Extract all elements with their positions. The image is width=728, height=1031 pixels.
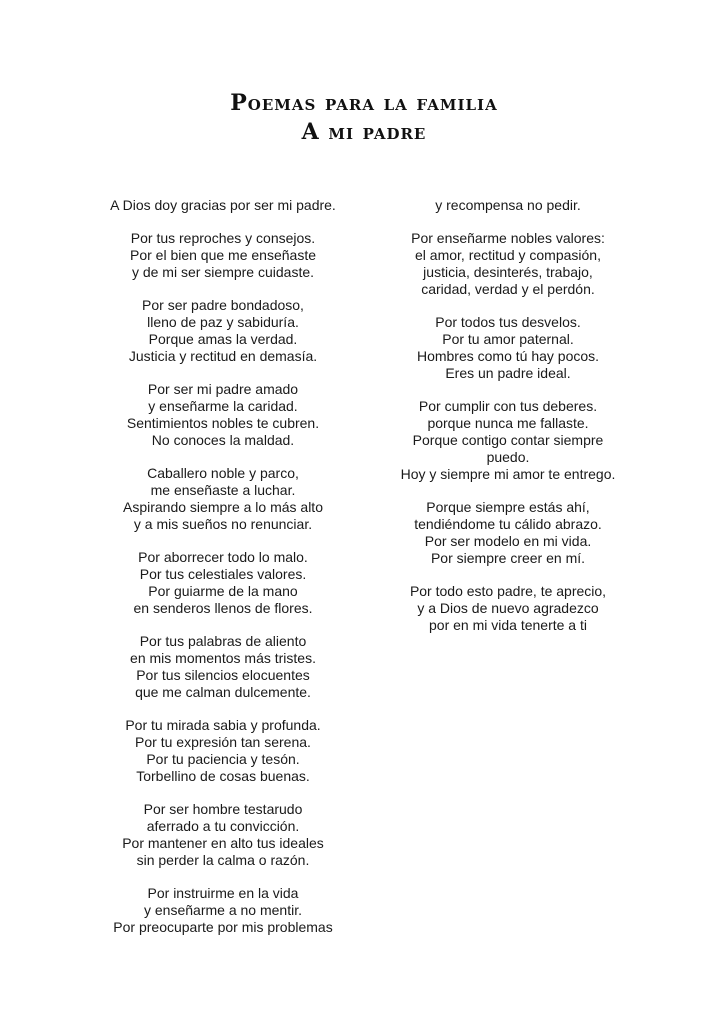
poem-line: A Dios doy gracias por ser mi padre. [110,197,336,213]
poem-line: Caballero noble y parco, [147,465,299,481]
poem-line: y enseñarme la caridad. [148,398,298,414]
poem-stanza [388,499,628,567]
poem-line: Por cumplir con tus deberes. [418,398,598,414]
poem-stanza [98,633,348,701]
poem-line: y recompensa no pedir. [435,197,581,213]
poem-line: Por tu paciencia y tesón. [146,751,300,767]
poem-stanza [98,717,348,785]
poem-line: Porque contigo contar siempre [412,432,604,448]
poem-line: Por el bien que me enseñaste [129,247,316,263]
poem-line: Por ser mi padre amado [147,381,299,397]
poem-stanza [98,297,348,365]
poem-stanza [98,801,348,869]
poem-column-left [98,197,348,952]
poem-line: y enseñarme a no mentir. [144,902,302,918]
poem-stanza [98,230,348,281]
poem-line: caridad, verdad y el perdón. [421,281,595,297]
poem-line: Hombres como tú hay pocos. [416,348,600,364]
poem-line: Porque siempre estás ahí, [426,499,590,515]
poem-line: y a mis sueños no renunciar. [133,516,313,532]
poem-stanza [98,197,348,214]
poem-line: Torbellino de cosas buenas. [136,768,310,784]
poem-stanza [98,549,348,617]
poem-line: Por ser padre bondadoso, [142,297,304,313]
poem-line: Por preocuparte por mis problemas [113,919,333,935]
poem-stanza [388,314,628,382]
poem-line: por en mi vida tenerte a ti [429,617,587,633]
poem-line: Sentimientos nobles te cubren. [126,415,320,431]
poem-line: Por siempre creer en mí. [430,550,586,566]
poem-line: No conoces la maldad. [151,432,295,448]
poem-line: Por guiarme de la mano [148,583,298,599]
poem-line: y de mi ser siempre cuidaste. [131,264,315,280]
poem-stanza [98,465,348,533]
poem-line: Eres un padre ideal. [445,365,571,381]
page-subtitle: A mi padre [301,119,427,145]
poem-line: que me calman dulcemente. [135,684,311,700]
poem-stanza [98,381,348,449]
poem-line: y a Dios de nuevo agradezco [417,600,599,616]
poem-line: en mis momentos más tristes. [130,650,316,666]
poem-stanza [388,230,628,298]
poem-line: en senderos llenos de flores. [133,600,313,616]
poem-line: Aspirando siempre a lo más alto [123,499,323,515]
poem-line: Por enseñarme nobles valores: [411,230,605,246]
poem-line: Porque amas la verdad. [148,331,298,347]
poem-line: Por tu amor paternal. [442,331,574,347]
poem-line: el amor, rectitud y compasión, [415,247,601,263]
poem-line: Por aborrecer todo lo malo. [138,549,308,565]
poem-line: Justicia y rectitud en demasía. [128,348,318,364]
poem-line: Por ser modelo en mi vida. [424,533,592,549]
poem-stanza [388,583,628,634]
poem-line: Por tus palabras de aliento [139,633,307,649]
poem-line: porque nunca me fallaste. [427,415,589,431]
poem-line: aferrado a tu convicción. [146,818,300,834]
poem-line: Por tus reproches y consejos. [130,230,316,246]
page-title: Poemas para la familia [230,90,498,116]
poem-line: Por todo esto padre, te aprecio, [409,583,607,599]
poem-line: Por todos tus desvelos. [435,314,581,330]
poem-line: me enseñaste a luchar. [150,482,296,498]
poem-line: Por tu mirada sabia y profunda. [125,717,321,733]
poem-line: Por tus celestiales valores. [139,566,307,582]
poem-line: Por mantener en alto tus ideales [122,835,324,851]
poem-stanza [98,885,348,936]
poem-line: sin perder la calma o razón. [136,852,310,868]
poem-column-right [388,197,628,650]
poem-line: Por ser hombre testarudo [143,801,303,817]
poem-stanza [388,398,628,483]
poem-line: Hoy y siempre mi amor te entrego. [400,466,616,482]
poem-line: Por instruirme en la vida [147,885,299,901]
poem-line: Por tu expresión tan serena. [135,734,311,750]
poem-line: tendiéndome tu cálido abrazo. [414,516,602,532]
poem-line: puedo. [486,449,530,465]
poem-stanza [388,197,628,214]
poem-line: Por tus silencios elocuentes [136,667,310,683]
poem-line: lleno de paz y sabiduría. [147,314,299,330]
poem-line: justicia, desinterés, trabajo, [423,264,593,280]
